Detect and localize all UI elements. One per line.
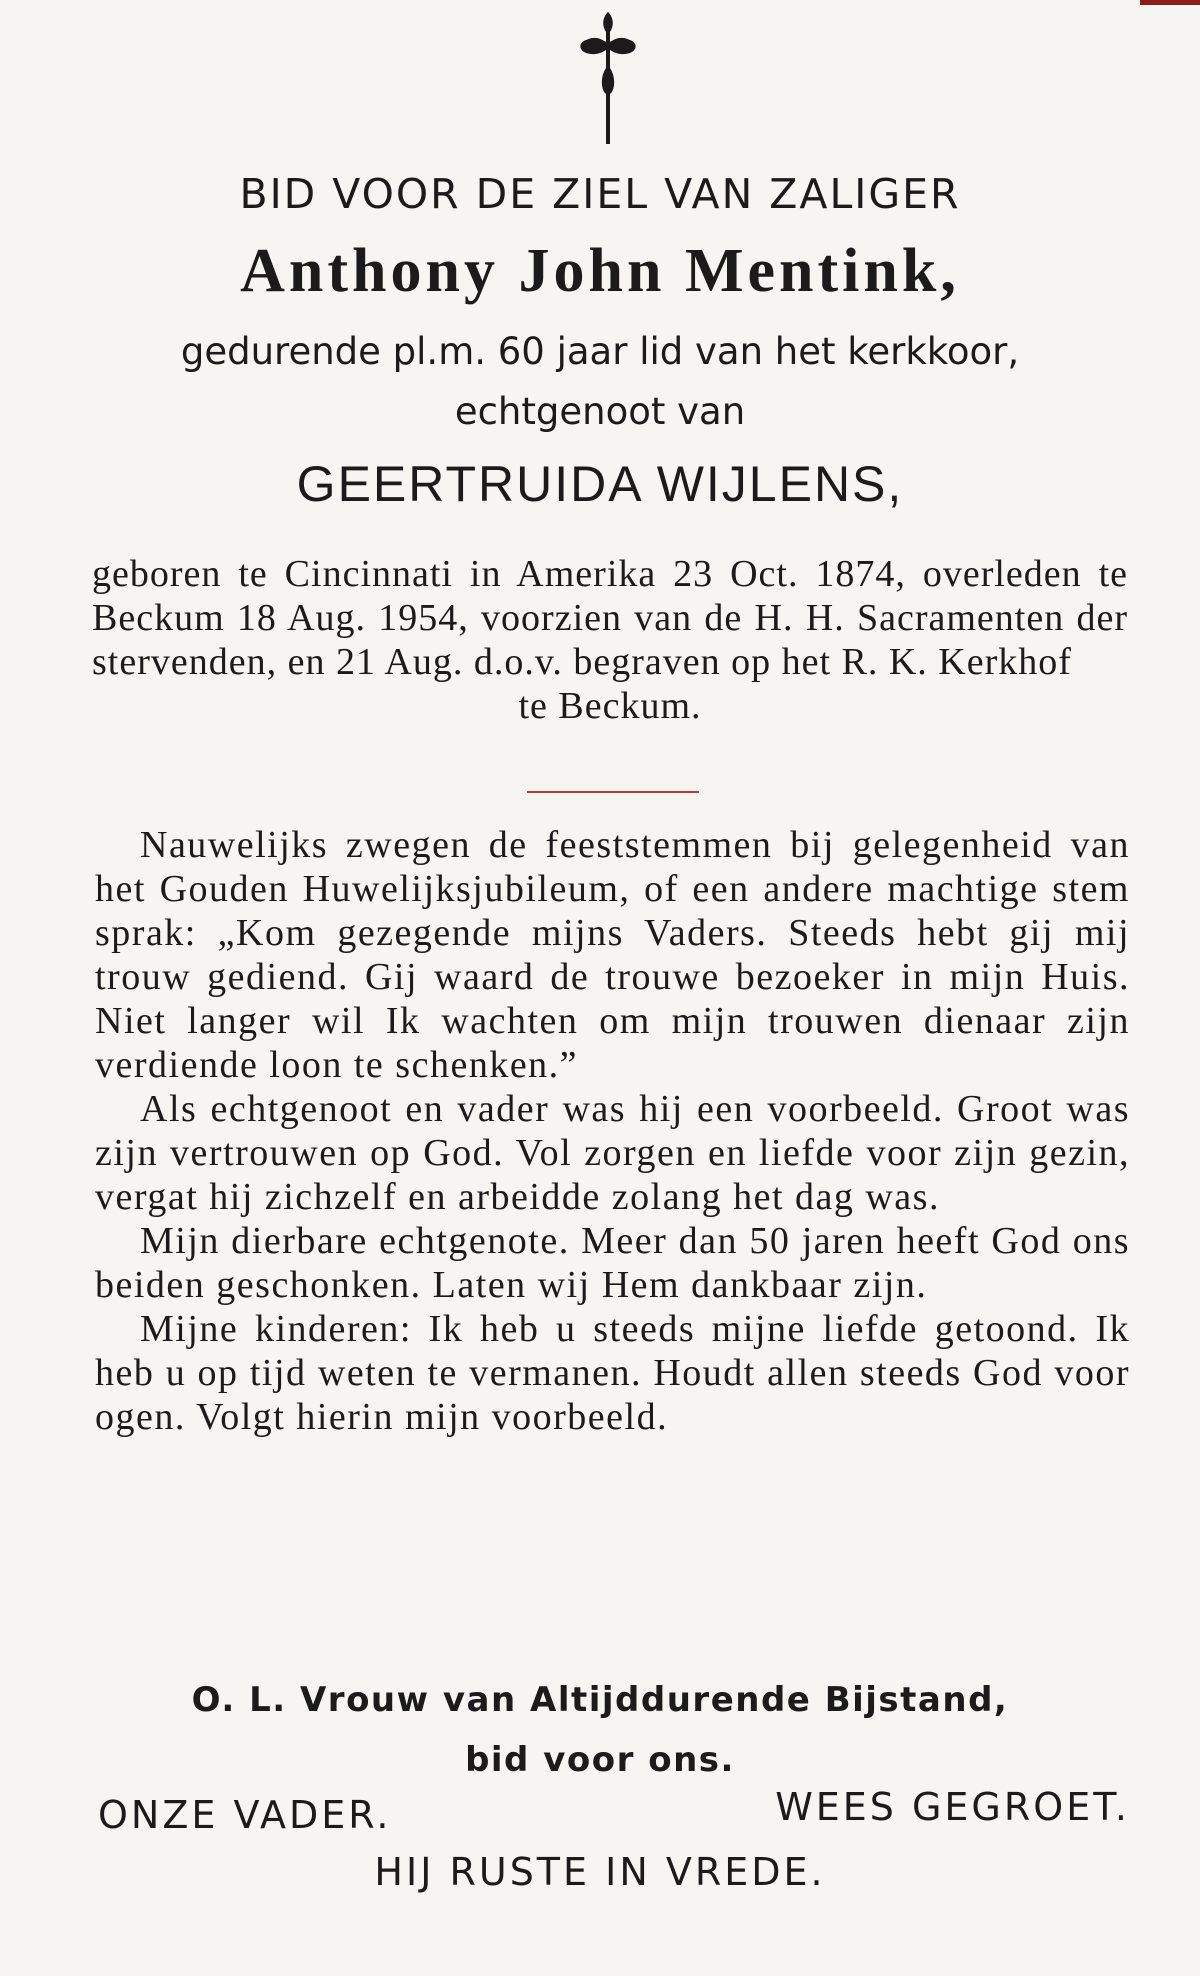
dates-line: van de H. H. Sacramenten der stervenden, en bbox=[92, 597, 1128, 683]
spouse-name: GEERTRUIDA WIJLENS, bbox=[296, 456, 904, 512]
paragraph: Nauwelijks zwegen de feeststemmen bij gelegenheid van het Gouden Huwelijksjubileum, of een andere machtige stem sprak: „Kom gezegende mijns Vaders. Steeds hebt gij mij trouw gediend. Gij waard de trouwe bezoeker in mijn Huis. Niet langer wil Ik wachten om mijn trouwen dienaar zijn verdiende loon te schenken.” bbox=[95, 824, 1130, 1086]
corner-mark bbox=[1140, 0, 1200, 5]
dates-line: te Beckum. bbox=[518, 685, 702, 727]
body-text bbox=[95, 823, 1130, 1439]
paragraph: Mijne kinderen: Ik heb u steeds mijne liefde getoond. Ik heb u op tijd weten te vermanen. Houdt allen steeds God voor ogen. Volgt hierin mijn voorbeeld. bbox=[95, 1308, 1130, 1438]
deceased-name: Anthony John Mentink, bbox=[240, 237, 960, 305]
spouse-label: echtgenoot van bbox=[454, 390, 746, 433]
prayer-our-father: ONZE VADER. bbox=[98, 1793, 392, 1837]
paragraph: Mijn dierbare echtgenote. Meer dan 50 jaren heeft God ons beiden geschonken. Laten wij Hem dankbaar zijn. bbox=[95, 1220, 1130, 1306]
prayer-hail-mary: WEES GEGROET. bbox=[775, 1785, 1130, 1829]
dates-block bbox=[92, 552, 1128, 728]
dates-line: 21 Aug. d.o.v. begraven op het R. K. Kerkhof bbox=[335, 641, 1072, 683]
closing-line: HIJ RUSTE IN VREDE. bbox=[374, 1850, 826, 1894]
invocation-line: bid voor ons. bbox=[465, 1740, 735, 1780]
dates-line: geboren te Cincinnati in Amerika 23 Oct. 1874, bbox=[92, 553, 923, 595]
heading: BID VOOR DE ZIEL VAN ZALIGER bbox=[239, 170, 961, 218]
divider bbox=[527, 791, 699, 793]
role-line: gedurende pl.m. 60 jaar lid van het kerkkoor, bbox=[180, 330, 1020, 373]
cross-icon bbox=[566, 8, 650, 148]
paragraph: Als echtgenoot en vader was hij een voorbeeld. Groot was zijn vertrouwen op God. Vol zorgen en liefde voor zijn gezin, vergat hij zichzelf en arbeidde zolang het dag was. bbox=[95, 1088, 1130, 1218]
invocation-line: O. L. Vrouw van Altijddurende Bijstand, bbox=[191, 1680, 1009, 1720]
dates-line: overleden te Beckum 18 Aug. 1954, voorzien bbox=[92, 553, 1129, 639]
